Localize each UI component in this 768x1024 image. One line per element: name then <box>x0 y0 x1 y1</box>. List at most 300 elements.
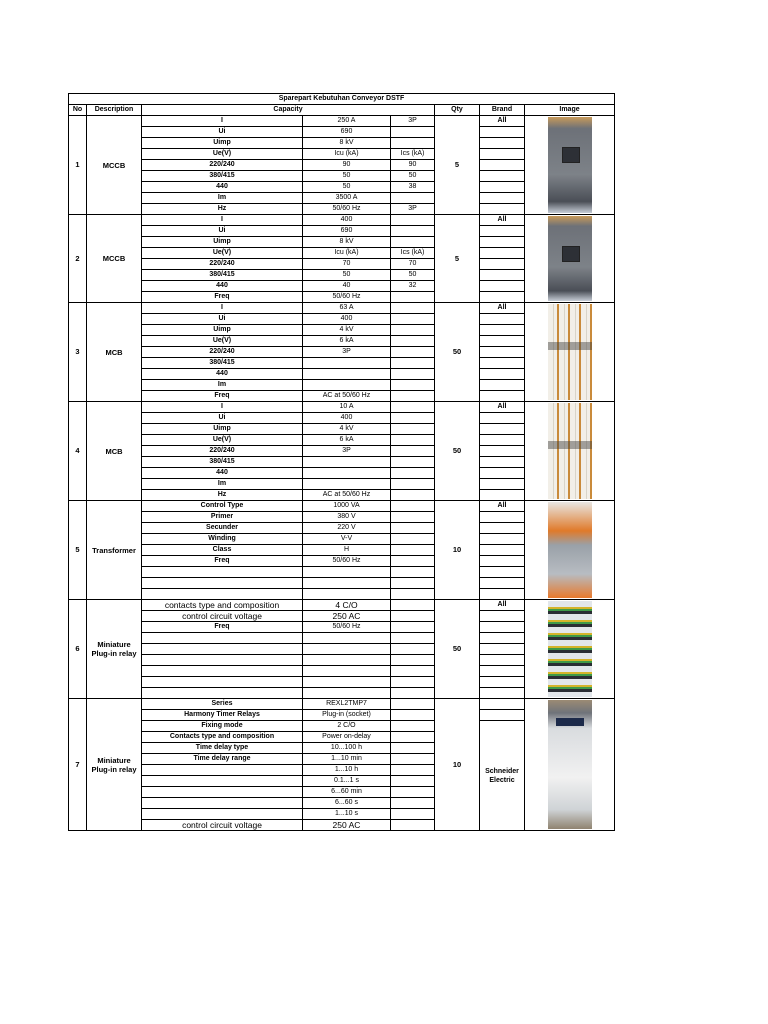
capacity-extra <box>391 710 435 721</box>
capacity-value <box>303 457 391 468</box>
capacity-label: Ue(V) <box>142 435 303 446</box>
capacity-extra <box>391 435 435 446</box>
capacity-value: 50 <box>303 171 391 182</box>
capacity-extra <box>391 820 435 831</box>
item-description: Miniature Plug-in relay <box>87 699 142 831</box>
capacity-value: H <box>303 545 391 556</box>
capacity-value <box>303 358 391 369</box>
table-row <box>69 501 615 512</box>
capacity-extra: 70 <box>391 259 435 270</box>
brand-cell <box>480 171 525 182</box>
capacity-label: I <box>142 303 303 314</box>
capacity-value: Plug-in (socket) <box>303 710 391 721</box>
item-description: Transformer <box>87 501 142 600</box>
capacity-label: 380/415 <box>142 270 303 281</box>
header-image: Image <box>525 105 615 116</box>
brand-cell <box>480 358 525 369</box>
capacity-extra <box>391 501 435 512</box>
table-row <box>69 402 615 413</box>
capacity-extra <box>391 633 435 644</box>
brand-cell <box>480 204 525 215</box>
brand-cell <box>480 270 525 281</box>
capacity-value: 0.1...1 s <box>303 776 391 787</box>
capacity-value: Icu (kA) <box>303 248 391 259</box>
capacity-extra <box>391 127 435 138</box>
table-row <box>69 303 615 314</box>
header-brand: Brand <box>480 105 525 116</box>
capacity-label: I <box>142 116 303 127</box>
capacity-value <box>303 369 391 380</box>
brand-cell <box>480 336 525 347</box>
item-description: MCCB <box>87 215 142 303</box>
brand-cell <box>480 435 525 446</box>
item-image-cell <box>525 215 615 303</box>
capacity-label: Ue(V) <box>142 336 303 347</box>
capacity-extra <box>391 611 435 622</box>
capacity-label: Freq <box>142 556 303 567</box>
capacity-label: 440 <box>142 281 303 292</box>
capacity-label: 380/415 <box>142 358 303 369</box>
brand-cell <box>480 457 525 468</box>
capacity-value: 50 <box>303 270 391 281</box>
capacity-extra <box>391 402 435 413</box>
capacity-value: Icu (kA) <box>303 149 391 160</box>
capacity-extra <box>391 490 435 501</box>
capacity-label <box>142 765 303 776</box>
capacity-label: 440 <box>142 182 303 193</box>
brand-cell <box>480 138 525 149</box>
brand-cell <box>480 699 525 710</box>
item-number: 5 <box>69 501 87 600</box>
capacity-label: Freq <box>142 391 303 402</box>
item-qty: 5 <box>435 215 480 303</box>
capacity-label: Series <box>142 699 303 710</box>
capacity-extra <box>391 336 435 347</box>
capacity-label: Secunder <box>142 523 303 534</box>
capacity-extra <box>391 347 435 358</box>
capacity-extra <box>391 732 435 743</box>
capacity-value: 3P <box>303 446 391 457</box>
timer-relay-photo <box>548 700 592 829</box>
capacity-label: 440 <box>142 468 303 479</box>
capacity-extra <box>391 468 435 479</box>
capacity-extra <box>391 754 435 765</box>
brand-cell <box>480 248 525 259</box>
capacity-value: AC at 50/60 Hz <box>303 391 391 402</box>
brand-cell <box>480 369 525 380</box>
item-description: MCB <box>87 303 142 402</box>
item-qty: 10 <box>435 699 480 831</box>
item-image-cell <box>525 402 615 501</box>
brand-cell <box>480 633 525 644</box>
capacity-label: Ui <box>142 226 303 237</box>
brand-cell <box>480 688 525 699</box>
capacity-value: 6...60 s <box>303 798 391 809</box>
capacity-extra <box>391 699 435 710</box>
capacity-label <box>142 633 303 644</box>
capacity-label <box>142 666 303 677</box>
capacity-extra <box>391 380 435 391</box>
brand-cell <box>480 567 525 578</box>
capacity-extra <box>391 644 435 655</box>
capacity-label: I <box>142 402 303 413</box>
table-row <box>69 699 615 710</box>
capacity-extra <box>391 226 435 237</box>
item-qty: 50 <box>435 402 480 501</box>
capacity-extra: Ics (kA) <box>391 248 435 259</box>
item-qty: 50 <box>435 303 480 402</box>
item-number: 4 <box>69 402 87 501</box>
capacity-extra <box>391 413 435 424</box>
capacity-label: Uimp <box>142 138 303 149</box>
capacity-extra <box>391 589 435 600</box>
capacity-label: Ui <box>142 413 303 424</box>
capacity-extra <box>391 677 435 688</box>
capacity-label: Freq <box>142 292 303 303</box>
capacity-value: 1000 VA <box>303 501 391 512</box>
capacity-label <box>142 776 303 787</box>
table-row <box>69 215 615 226</box>
capacity-value: 10 A <box>303 402 391 413</box>
capacity-value <box>303 578 391 589</box>
brand-cell <box>480 182 525 193</box>
capacity-value: 4 kV <box>303 325 391 336</box>
item-image-cell <box>525 303 615 402</box>
table-row <box>69 116 615 127</box>
brand-cell <box>480 545 525 556</box>
capacity-value: 690 <box>303 127 391 138</box>
capacity-value: 250 AC <box>303 820 391 831</box>
item-description: MCCB <box>87 116 142 215</box>
brand-cell <box>480 534 525 545</box>
brand-cell <box>480 523 525 534</box>
item-image-cell <box>525 600 615 699</box>
capacity-label: Class <box>142 545 303 556</box>
capacity-label <box>142 798 303 809</box>
brand-cell <box>480 424 525 435</box>
brand-cell <box>480 226 525 237</box>
capacity-value: 3500 A <box>303 193 391 204</box>
capacity-label: Control Type <box>142 501 303 512</box>
capacity-label: Hz <box>142 204 303 215</box>
brand-cell <box>480 666 525 677</box>
capacity-value <box>303 688 391 699</box>
capacity-extra <box>391 545 435 556</box>
brand-cell <box>480 710 525 721</box>
capacity-extra <box>391 798 435 809</box>
relay-photo <box>548 601 592 697</box>
capacity-value <box>303 589 391 600</box>
capacity-value: 4 C/O <box>303 600 391 611</box>
table-body <box>69 116 615 831</box>
capacity-extra <box>391 303 435 314</box>
capacity-label: Ui <box>142 127 303 138</box>
item-brand: All <box>480 303 525 314</box>
capacity-label <box>142 809 303 820</box>
brand-cell <box>480 578 525 589</box>
capacity-extra <box>391 193 435 204</box>
brand-cell <box>480 259 525 270</box>
item-image-cell <box>525 501 615 600</box>
capacity-value: 90 <box>303 160 391 171</box>
capacity-extra: 32 <box>391 281 435 292</box>
capacity-value: 1...10 min <box>303 754 391 765</box>
capacity-value: 50/60 Hz <box>303 556 391 567</box>
mcb-photo <box>548 403 592 499</box>
item-brand: All <box>480 215 525 226</box>
brand-cell <box>480 446 525 457</box>
table-title: Sparepart Kebutuhan Conveyor DSTF <box>69 94 615 105</box>
capacity-value <box>303 655 391 666</box>
transformer-photo <box>548 502 592 598</box>
capacity-value: Power on-delay <box>303 732 391 743</box>
capacity-extra <box>391 666 435 677</box>
brand-cell <box>480 281 525 292</box>
capacity-extra <box>391 237 435 248</box>
capacity-extra <box>391 457 435 468</box>
capacity-extra <box>391 787 435 798</box>
capacity-value <box>303 567 391 578</box>
capacity-label: 220/240 <box>142 446 303 457</box>
brand-cell <box>480 413 525 424</box>
item-brand: Schneider Electric <box>480 721 525 831</box>
capacity-value: V-V <box>303 534 391 545</box>
capacity-extra: 38 <box>391 182 435 193</box>
capacity-label: Time delay type <box>142 743 303 754</box>
brand-cell <box>480 622 525 633</box>
capacity-label <box>142 567 303 578</box>
capacity-value <box>303 633 391 644</box>
capacity-value <box>303 666 391 677</box>
capacity-value: 6 kA <box>303 336 391 347</box>
capacity-value: 70 <box>303 259 391 270</box>
item-brand: All <box>480 501 525 512</box>
capacity-label: I <box>142 215 303 226</box>
capacity-extra <box>391 391 435 402</box>
capacity-value: 380 V <box>303 512 391 523</box>
item-number: 7 <box>69 699 87 831</box>
item-brand: All <box>480 600 525 611</box>
capacity-label: control circuit voltage <box>142 820 303 831</box>
capacity-extra <box>391 721 435 732</box>
brand-cell <box>480 644 525 655</box>
brand-cell <box>480 589 525 600</box>
header-qty: Qty <box>435 105 480 116</box>
brand-cell <box>480 237 525 248</box>
capacity-extra <box>391 534 435 545</box>
capacity-label: Primer <box>142 512 303 523</box>
capacity-label: Freq <box>142 622 303 633</box>
brand-cell <box>480 127 525 138</box>
capacity-value <box>303 677 391 688</box>
capacity-value: 4 kV <box>303 424 391 435</box>
brand-cell <box>480 655 525 666</box>
capacity-label: Fixing mode <box>142 721 303 732</box>
table-row <box>69 600 615 611</box>
capacity-extra: 50 <box>391 171 435 182</box>
item-image-cell <box>525 116 615 215</box>
item-brand: All <box>480 116 525 127</box>
brand-cell <box>480 325 525 336</box>
capacity-extra <box>391 622 435 633</box>
item-number: 3 <box>69 303 87 402</box>
capacity-value: 400 <box>303 314 391 325</box>
capacity-extra <box>391 424 435 435</box>
brand-cell <box>480 347 525 358</box>
capacity-value: 3P <box>303 347 391 358</box>
capacity-label: Harmony Timer Relays <box>142 710 303 721</box>
capacity-value <box>303 644 391 655</box>
capacity-value <box>303 380 391 391</box>
capacity-value: 1...10 s <box>303 809 391 820</box>
sparepart-table <box>68 93 615 831</box>
capacity-value: 250 A <box>303 116 391 127</box>
brand-cell <box>480 314 525 325</box>
capacity-label: Im <box>142 380 303 391</box>
capacity-extra <box>391 655 435 666</box>
capacity-extra <box>391 292 435 303</box>
capacity-value: REXL2TMP7 <box>303 699 391 710</box>
capacity-value: 10...100 h <box>303 743 391 754</box>
capacity-extra <box>391 809 435 820</box>
capacity-extra: 3P <box>391 116 435 127</box>
mccb-photo <box>548 117 592 213</box>
capacity-label: Im <box>142 193 303 204</box>
capacity-extra <box>391 688 435 699</box>
capacity-extra <box>391 765 435 776</box>
item-number: 6 <box>69 600 87 699</box>
capacity-extra: 90 <box>391 160 435 171</box>
capacity-label: 380/415 <box>142 171 303 182</box>
capacity-value: 40 <box>303 281 391 292</box>
capacity-label: 220/240 <box>142 259 303 270</box>
capacity-value: 50 <box>303 182 391 193</box>
mccb-photo <box>548 216 592 301</box>
capacity-extra <box>391 556 435 567</box>
capacity-value: AC at 50/60 Hz <box>303 490 391 501</box>
item-image-cell <box>525 699 615 831</box>
item-description: MCB <box>87 402 142 501</box>
brand-cell <box>480 149 525 160</box>
capacity-extra <box>391 358 435 369</box>
capacity-extra: Ics (kA) <box>391 149 435 160</box>
item-qty: 5 <box>435 116 480 215</box>
capacity-extra <box>391 776 435 787</box>
capacity-label <box>142 655 303 666</box>
brand-cell <box>480 611 525 622</box>
capacity-extra <box>391 512 435 523</box>
capacity-extra <box>391 314 435 325</box>
capacity-label: Uimp <box>142 237 303 248</box>
brand-cell <box>480 160 525 171</box>
capacity-value <box>303 468 391 479</box>
capacity-label: Ue(V) <box>142 248 303 259</box>
brand-cell <box>480 380 525 391</box>
capacity-value: 2 C/O <box>303 721 391 732</box>
capacity-label: Uimp <box>142 325 303 336</box>
item-qty: 10 <box>435 501 480 600</box>
capacity-label: Time delay range <box>142 754 303 765</box>
brand-cell <box>480 479 525 490</box>
brand-cell <box>480 193 525 204</box>
brand-cell <box>480 468 525 479</box>
capacity-label: control circuit voltage <box>142 611 303 622</box>
capacity-label <box>142 787 303 798</box>
capacity-extra <box>391 479 435 490</box>
capacity-value <box>303 479 391 490</box>
item-description: Miniature Plug-in relay <box>87 600 142 699</box>
capacity-extra <box>391 325 435 336</box>
capacity-label: Ue(V) <box>142 149 303 160</box>
brand-cell <box>480 490 525 501</box>
capacity-label: Hz <box>142 490 303 501</box>
header-capacity: Capacity <box>142 105 435 116</box>
capacity-value: 1...10 h <box>303 765 391 776</box>
capacity-value: 250 AC <box>303 611 391 622</box>
capacity-label: Im <box>142 479 303 490</box>
capacity-value: 400 <box>303 215 391 226</box>
capacity-extra <box>391 578 435 589</box>
capacity-value: 400 <box>303 413 391 424</box>
header-description: Description <box>87 105 142 116</box>
brand-cell <box>480 556 525 567</box>
capacity-label: Contacts type and composition <box>142 732 303 743</box>
capacity-extra <box>391 446 435 457</box>
capacity-label: Ui <box>142 314 303 325</box>
brand-cell <box>480 292 525 303</box>
capacity-label: 220/240 <box>142 160 303 171</box>
brand-cell <box>480 677 525 688</box>
capacity-value: 690 <box>303 226 391 237</box>
capacity-value: 8 kV <box>303 138 391 149</box>
capacity-extra: 3P <box>391 204 435 215</box>
capacity-label <box>142 589 303 600</box>
capacity-label: 440 <box>142 369 303 380</box>
capacity-label: Winding <box>142 534 303 545</box>
capacity-label <box>142 688 303 699</box>
capacity-value: 63 A <box>303 303 391 314</box>
capacity-extra <box>391 215 435 226</box>
item-number: 1 <box>69 116 87 215</box>
capacity-value: 50/60 Hz <box>303 292 391 303</box>
capacity-value: 220 V <box>303 523 391 534</box>
capacity-extra <box>391 743 435 754</box>
capacity-value: 6 kA <box>303 435 391 446</box>
item-qty: 50 <box>435 600 480 699</box>
capacity-extra <box>391 523 435 534</box>
capacity-value: 50/60 Hz <box>303 204 391 215</box>
capacity-label: 220/240 <box>142 347 303 358</box>
capacity-label: contacts type and composition <box>142 600 303 611</box>
capacity-label <box>142 578 303 589</box>
capacity-value: 6...60 min <box>303 787 391 798</box>
header-no: No <box>69 105 87 116</box>
capacity-label: 380/415 <box>142 457 303 468</box>
capacity-extra <box>391 600 435 611</box>
item-number: 2 <box>69 215 87 303</box>
capacity-extra <box>391 369 435 380</box>
brand-cell <box>480 512 525 523</box>
capacity-extra <box>391 138 435 149</box>
brand-cell <box>480 391 525 402</box>
item-brand: All <box>480 402 525 413</box>
capacity-label <box>142 677 303 688</box>
capacity-extra: 50 <box>391 270 435 281</box>
capacity-value: 8 kV <box>303 237 391 248</box>
capacity-label <box>142 644 303 655</box>
capacity-extra <box>391 567 435 578</box>
mcb-photo <box>548 304 592 400</box>
